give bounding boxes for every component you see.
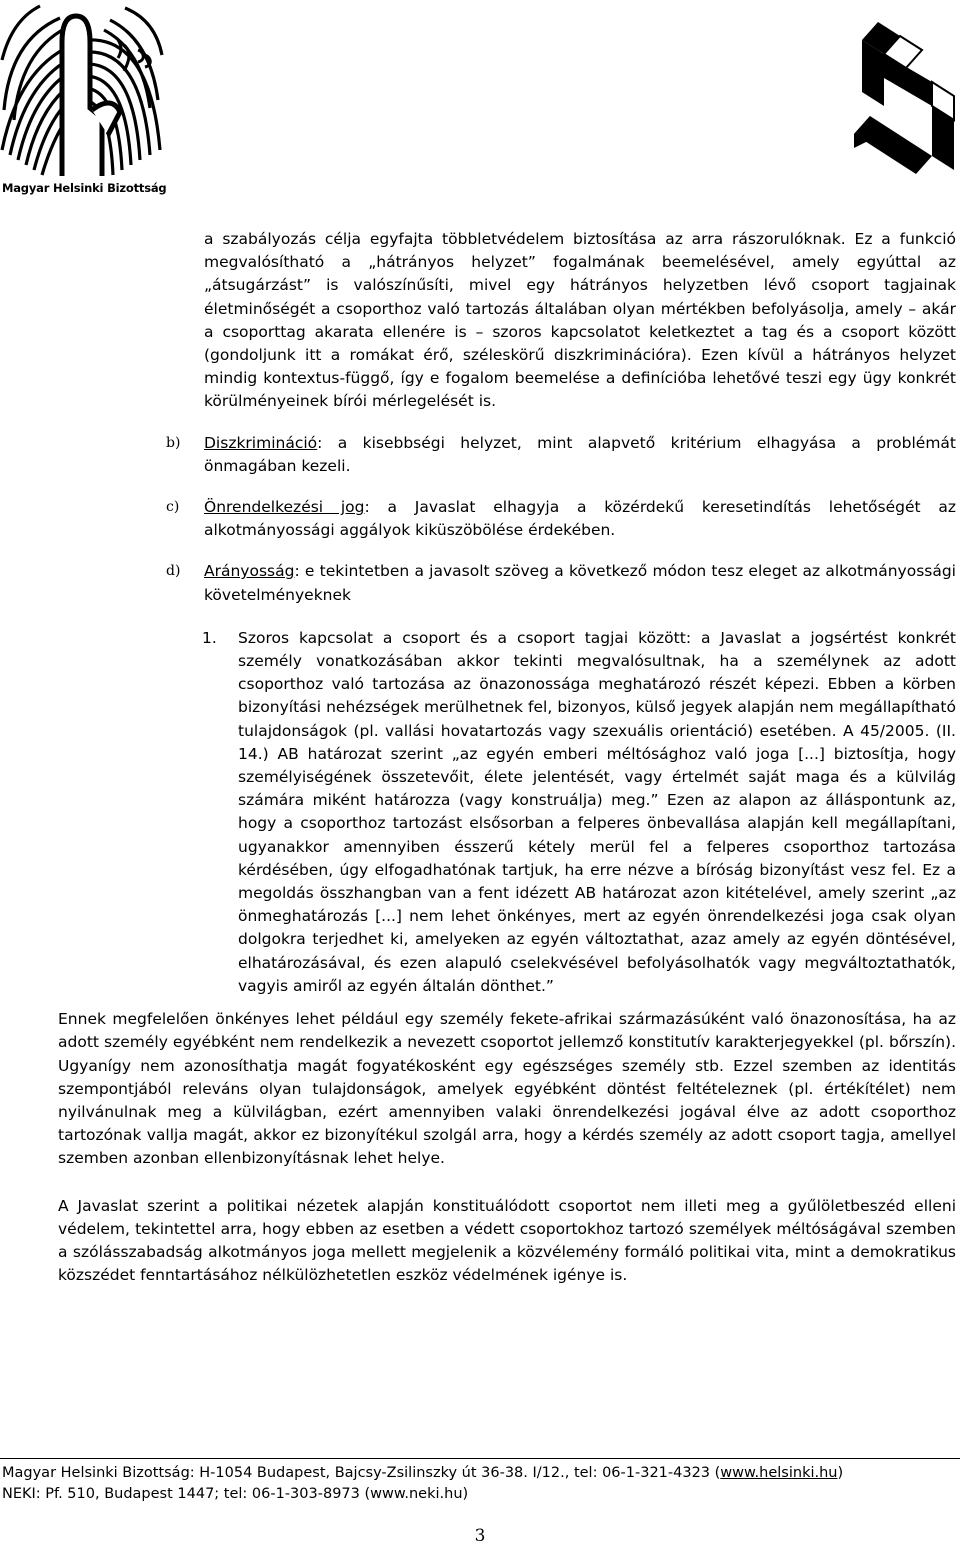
footer-website-link[interactable]: www.helsinki.hu [720, 1465, 838, 1481]
list-item-b [166, 432, 956, 478]
term-discrimination: Diszkrimináció [204, 433, 318, 452]
helsinki-committee-logo [0, 0, 165, 205]
intro-paragraph: a szabályozás célja egyfajta többletvédelem biztosítása az arra rászorulóknak. Ez a funkció megvalósítható a „hátrányos helyzet” fogalmának beemelésével, amely egyúttal az „átsugárzást” is valószínűsíti, mivel egy hátrányos helyzetben lévő csoport tagjainak életminőségét a csoporthoz való tartozás általában olyan mértékben befolyásolja, amely – akár a csoporttag akarata ellenére is – szoros kapcsolatot keletkeztet a tag és a csoport között (gondoljunk itt a romákat érő, széleskörű diszkriminációra). Ezen kívül a hátrányos helyzet mindig kontextus-függő, így e fogalom beemelése a definícióba lehetővé teszi egy ügy konkrét körülményeinek bírói mérlegelését is. [204, 230, 956, 411]
footer-line-neki: NEKI: Pf. 510, Budapest 1447; tel: 06-1-303-8973 (www.neki.hu) [2, 1486, 469, 1502]
list-letter: d) [166, 563, 181, 580]
list-letter: c) [166, 499, 180, 516]
page-number: 3 [474, 1526, 486, 1546]
list-item-text [204, 496, 956, 542]
logo-caption: Magyar Helsinki Bizottság [2, 181, 167, 195]
list-item-text [204, 560, 956, 606]
footer-address: Magyar Helsinki Bizottság: H-1054 Budapest, Bajcsy-Zsilinszky út 36-38. I/12., tel: 06-1-321-4323 ( [2, 1465, 721, 1481]
numbered-item-text: Szoros kapcsolat a csoport és a csoport tagjai között: a Javaslat a jogsértést konkrét személy vonatkozásában akkor tekinti megvalósultnak, ha a személynek az adott csoporthoz való tartozása az önazonossága meghatározó részét képezi. Ebben a körben bizonyítási nehézségek merülhetnek fel, bizonyos, külső jegyek alapján nem megállapítható tulajdonságok (pl. vallási hovatartozás vagy szexuális orientáció) esetében. A 45/2005. (II. 14.) AB határozat szerint „az egyén emberi méltósághoz való joga [...] biztosítja, hogy személyiségének összetevőit, élete jelentését, vagy értelmét saját maga és a külvilág számára miként határozza (vagy konstruálja) meg.” Ezen az alapon az álláspontunk az, hogy a csoporthoz tartozást elsősorban a felperes önbevallása alapján kell megállapítani, ugyanakkor amennyiben ésszerű kétely merül fel a felperes csoporthoz tartozása kérdésében, úgy elfogadhatónak tartjuk, ha erre nézve a bíróság bizonyítást vesz fel. Ez a megoldás összhangban van a fent idézett AB határozat azon kitételével, amely szerint „az önmeghatározás [...] nem lehet önkényes, mert az egyén önrendelkezési joga csak olyan dolgokra terjedhet ki, amelyeken az egyén változtathat, azaz amely az egyén döntésével, elhatározásával, és ezen alapuló cselekvésével befolyásolhatók vagy megváltoztathatók, vagyis amiről az egyén általán dönthet.” [238, 628, 956, 995]
paragraph-javaslat: A Javaslat szerint a politikai nézetek alapján konstituálódott csoportot nem illeti meg a gyűlöletbeszéd elleni védelem, tekintettel arra, hogy ebben az esetben a védett csoportokhoz tartozó személyek méltóságával szemben a szólásszabadság alkotmányos joga mellett megjelenik a közvélemény formáló politikai vita, mint a demokratikus közszédet fenntartásához nélkülözhetetlen eszköz védelmének igénye is. [58, 1196, 956, 1285]
term-description: : e tekintetben a javasolt szöveg a következő módon tesz eleget az alkotmányossági követelményeknek [204, 562, 956, 604]
neki-geometric-logo-icon [840, 20, 960, 185]
footer-paren: ) [837, 1465, 844, 1481]
page-header [0, 0, 960, 210]
term-description: : a Javaslat elhagyja a közérdekű keresetindítás lehetőségét az alkotmányossági aggályok kiküszöbölése érdekében. [204, 498, 956, 540]
list-letter: b) [166, 434, 181, 451]
raised-hand-fingerprint-logo-icon [0, 0, 165, 180]
list-number: 1. [202, 628, 217, 647]
term-proportionality: Arányosság [204, 562, 295, 581]
term-description: : a kisebbségi helyzet, mint alapvető kritérium elhagyása a problémát önmagában kezeli. [204, 433, 956, 475]
list-item-c [166, 496, 956, 542]
footer-divider [0, 1458, 960, 1459]
term-self-determination: Önrendelkezési jog [204, 498, 365, 517]
numbered-item-1 [202, 627, 956, 998]
paragraph-ennek: Ennek megfelelően önkényes lehet például egy személy fekete-afrikai származásúként való önazonosítása, ha az adott személy egyébként nem rendelkezik a nevezett csoportot jellemző konstitutív karakterjegyekkel (pl. bőrszín). Ugyanígy nem azonosíthatja magát fogyatékosként egy egészséges személy stb. Ezzel szemben az identitás szempontjából releváns olyan tulajdonságok, amelyek egyébként döntést feltételeznek (pl. értékítélet) nem nyilvánulnak meg a külvilágban, ezért amennyiben valaki önrendelkezési jogával élve az adott csoporthoz tartozónak vallja magát, akkor ez bizonyítékul szolgál arra, hogy a kérdés személy az adott csoport tagja, amellyel szemben azonban ellenbizonyításnak lehet helye. [58, 1010, 956, 1168]
document-body [0, 228, 960, 1287]
footer-line-helsinki [2, 1463, 843, 1483]
list-item-d [166, 560, 956, 606]
neki-logo [840, 20, 960, 185]
list-item-text [204, 432, 956, 478]
